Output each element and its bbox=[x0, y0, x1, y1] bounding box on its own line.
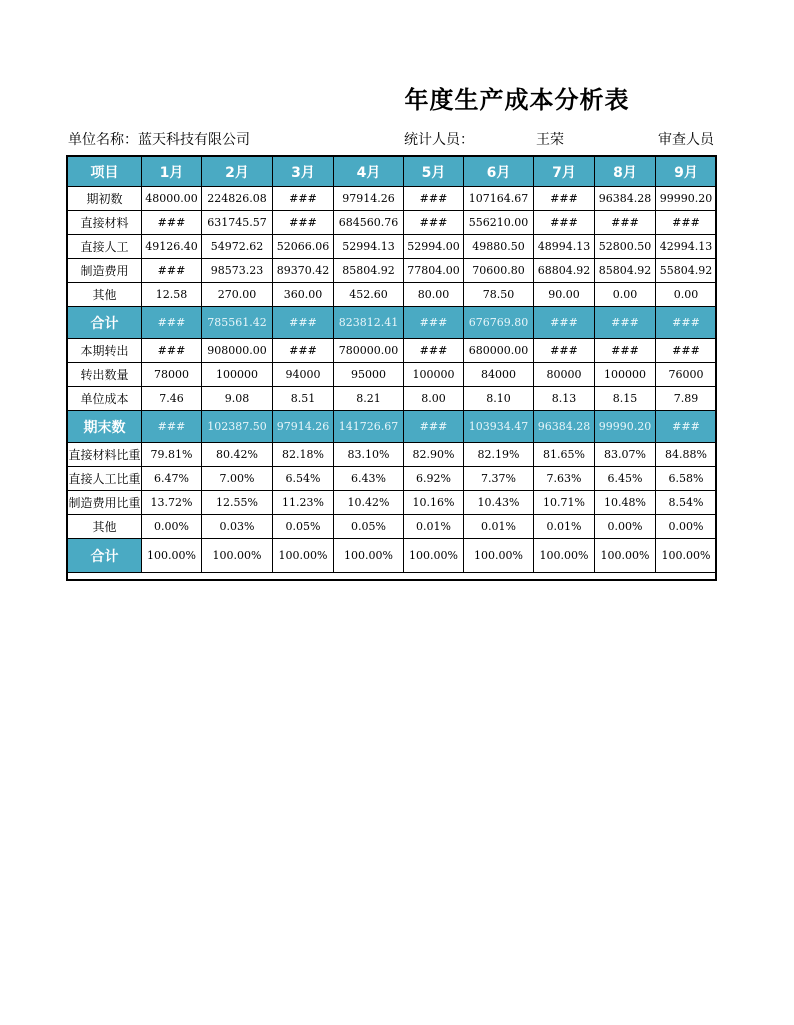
table-cell: ### bbox=[404, 211, 464, 235]
table-row bbox=[68, 539, 717, 573]
table-row bbox=[68, 235, 717, 259]
table-cell: 908000.00 bbox=[202, 339, 273, 363]
table-cell: ### bbox=[656, 211, 717, 235]
table-cell: 224826.08 bbox=[202, 187, 273, 211]
table-cell: 99990.20 bbox=[595, 411, 656, 443]
table-cell: 823812.41 bbox=[334, 307, 404, 339]
table-row bbox=[68, 411, 717, 443]
table-cell: ### bbox=[595, 211, 656, 235]
table-cell: 0.05% bbox=[334, 515, 404, 539]
header-month: 7月 bbox=[534, 157, 595, 187]
table-row bbox=[68, 283, 717, 307]
row-label: 直接人工比重 bbox=[68, 467, 142, 491]
table-cell: 96384.28 bbox=[595, 187, 656, 211]
table-cell: 7.00% bbox=[202, 467, 273, 491]
table-cell: 68804.92 bbox=[534, 259, 595, 283]
table-cell: 82.90% bbox=[404, 443, 464, 467]
table-cell: 102387.50 bbox=[202, 411, 273, 443]
table-cell: 6.54% bbox=[273, 467, 334, 491]
table-cell: 100.00% bbox=[273, 539, 334, 573]
table-cell: 7.46 bbox=[142, 387, 202, 411]
table-cell: 0.00 bbox=[656, 283, 717, 307]
table-cell: ### bbox=[142, 307, 202, 339]
table-cell: 85804.92 bbox=[595, 259, 656, 283]
table-cell: 780000.00 bbox=[334, 339, 404, 363]
table-cell: ### bbox=[656, 307, 717, 339]
header-month: 5月 bbox=[404, 157, 464, 187]
table-cell: 10.71% bbox=[534, 491, 595, 515]
table-row bbox=[68, 515, 717, 539]
table-cell: 8.51 bbox=[273, 387, 334, 411]
table-cell: ### bbox=[656, 411, 717, 443]
table-cell: 83.07% bbox=[595, 443, 656, 467]
table-cell: 82.19% bbox=[464, 443, 534, 467]
table-cell: 55804.92 bbox=[656, 259, 717, 283]
table-cell: 6.43% bbox=[334, 467, 404, 491]
table-cell: ### bbox=[534, 339, 595, 363]
table-cell: 9.08 bbox=[202, 387, 273, 411]
row-label: 直接材料比重 bbox=[68, 443, 142, 467]
row-label: 合计 bbox=[68, 539, 142, 573]
table-cell: 785561.42 bbox=[202, 307, 273, 339]
header-month: 2月 bbox=[202, 157, 273, 187]
table-cell: 85804.92 bbox=[334, 259, 404, 283]
table-cell: 52800.50 bbox=[595, 235, 656, 259]
header-month: 4月 bbox=[334, 157, 404, 187]
table-row bbox=[68, 363, 717, 387]
table-cell: ### bbox=[142, 211, 202, 235]
table-cell: ### bbox=[534, 307, 595, 339]
table-cell: ### bbox=[404, 187, 464, 211]
table-cell: 0.01% bbox=[464, 515, 534, 539]
table-cell: 80.42% bbox=[202, 443, 273, 467]
table-cell: 79.81% bbox=[142, 443, 202, 467]
table-cell: 7.89 bbox=[656, 387, 717, 411]
table-cell: 97914.26 bbox=[334, 187, 404, 211]
table-cell: 0.05% bbox=[273, 515, 334, 539]
table-cell: 107164.67 bbox=[464, 187, 534, 211]
table-cell: ### bbox=[534, 187, 595, 211]
table-cell: 54972.62 bbox=[202, 235, 273, 259]
table-cell: 141726.67 bbox=[334, 411, 404, 443]
table-cell: ### bbox=[595, 339, 656, 363]
table-cell: ### bbox=[142, 339, 202, 363]
table-cell: 8.00 bbox=[404, 387, 464, 411]
unit-name-label: 单位名称：蓝天科技有限公司 bbox=[68, 132, 250, 148]
table-cell: ### bbox=[404, 411, 464, 443]
table-cell: 7.37% bbox=[464, 467, 534, 491]
table-cell: 10.48% bbox=[595, 491, 656, 515]
table-cell: 89370.42 bbox=[273, 259, 334, 283]
table-cell: 10.42% bbox=[334, 491, 404, 515]
table-cell: ### bbox=[273, 307, 334, 339]
table-cell: 0.00 bbox=[595, 283, 656, 307]
table-cell: 100.00% bbox=[334, 539, 404, 573]
table-cell: 96384.28 bbox=[534, 411, 595, 443]
table-cell: 0.01% bbox=[534, 515, 595, 539]
table-cell: 70600.80 bbox=[464, 259, 534, 283]
table-cell: 12.55% bbox=[202, 491, 273, 515]
table-cell: 452.60 bbox=[334, 283, 404, 307]
table-cell: 49126.40 bbox=[142, 235, 202, 259]
table-cell: 100.00% bbox=[464, 539, 534, 573]
table-cell: ### bbox=[534, 211, 595, 235]
table-cell: 84000 bbox=[464, 363, 534, 387]
table-cell: ### bbox=[273, 187, 334, 211]
table-cell: 78.50 bbox=[464, 283, 534, 307]
table-cell: 684560.76 bbox=[334, 211, 404, 235]
table-cell: 8.54% bbox=[656, 491, 717, 515]
table-cell: 10.16% bbox=[404, 491, 464, 515]
table-cell: 270.00 bbox=[202, 283, 273, 307]
table-row bbox=[68, 491, 717, 515]
table-cell: ### bbox=[404, 339, 464, 363]
table-cell: 6.47% bbox=[142, 467, 202, 491]
table-row bbox=[68, 211, 717, 235]
table-cell: 52066.06 bbox=[273, 235, 334, 259]
table-cell: ### bbox=[273, 211, 334, 235]
table-cell: 0.01% bbox=[404, 515, 464, 539]
header-month: 6月 bbox=[464, 157, 534, 187]
header-month: 3月 bbox=[273, 157, 334, 187]
table-row bbox=[68, 339, 717, 363]
row-label: 其他 bbox=[68, 283, 142, 307]
table-row bbox=[68, 187, 717, 211]
table-cell: ### bbox=[404, 307, 464, 339]
table-cell: 80.00 bbox=[404, 283, 464, 307]
table-cell: 8.21 bbox=[334, 387, 404, 411]
table-cell: 100000 bbox=[202, 363, 273, 387]
stat-person-label: 统计人员： bbox=[404, 132, 474, 148]
table-cell: 0.00% bbox=[656, 515, 717, 539]
table-cell: ### bbox=[273, 339, 334, 363]
table-cell: 48000.00 bbox=[142, 187, 202, 211]
table-cell: 6.92% bbox=[404, 467, 464, 491]
row-label: 其他 bbox=[68, 515, 142, 539]
table-cell: ### bbox=[142, 259, 202, 283]
table-cell: 97914.26 bbox=[273, 411, 334, 443]
table-cell: 42994.13 bbox=[656, 235, 717, 259]
table-cell: 676769.80 bbox=[464, 307, 534, 339]
table-cell: 631745.57 bbox=[202, 211, 273, 235]
row-label: 制造费用 bbox=[68, 259, 142, 283]
table-cell: 0.00% bbox=[595, 515, 656, 539]
table-cell: 6.45% bbox=[595, 467, 656, 491]
table-cell: 0.03% bbox=[202, 515, 273, 539]
table-cell: ### bbox=[656, 339, 717, 363]
table-cell: ### bbox=[595, 307, 656, 339]
table-cell: 81.65% bbox=[534, 443, 595, 467]
stat-person-name: 王荣 bbox=[536, 132, 564, 148]
table-cell: 8.10 bbox=[464, 387, 534, 411]
table-cell: 90.00 bbox=[534, 283, 595, 307]
row-label: 直接材料 bbox=[68, 211, 142, 235]
row-label: 转出数量 bbox=[68, 363, 142, 387]
table-cell: ### bbox=[142, 411, 202, 443]
table-cell: 100.00% bbox=[404, 539, 464, 573]
row-label: 合计 bbox=[68, 307, 142, 339]
table-cell: 100.00% bbox=[595, 539, 656, 573]
header-month: 1月 bbox=[142, 157, 202, 187]
table-cell: 10.43% bbox=[464, 491, 534, 515]
table-cell: 0.00% bbox=[142, 515, 202, 539]
table-cell: 100.00% bbox=[142, 539, 202, 573]
header-month: 9月 bbox=[656, 157, 717, 187]
table-cell: 103934.47 bbox=[464, 411, 534, 443]
table-cell: 84.88% bbox=[656, 443, 717, 467]
table-cell: 100.00% bbox=[656, 539, 717, 573]
table-cell: 100000 bbox=[404, 363, 464, 387]
header-row bbox=[68, 157, 717, 187]
table-cell: 556210.00 bbox=[464, 211, 534, 235]
table-cell: 11.23% bbox=[273, 491, 334, 515]
table-cell: 76000 bbox=[656, 363, 717, 387]
table-cell: 100000 bbox=[595, 363, 656, 387]
table-cell: 6.58% bbox=[656, 467, 717, 491]
table-row bbox=[68, 259, 717, 283]
table-cell: 13.72% bbox=[142, 491, 202, 515]
table-cell: 94000 bbox=[273, 363, 334, 387]
table-cell: 83.10% bbox=[334, 443, 404, 467]
table-cell: 680000.00 bbox=[464, 339, 534, 363]
header-month: 8月 bbox=[595, 157, 656, 187]
table-cell: 78000 bbox=[142, 363, 202, 387]
table-cell: 52994.00 bbox=[404, 235, 464, 259]
table-row bbox=[68, 307, 717, 339]
table-cell: 8.13 bbox=[534, 387, 595, 411]
table-cell: 100.00% bbox=[202, 539, 273, 573]
table-row bbox=[68, 387, 717, 411]
table-cell: 48994.13 bbox=[534, 235, 595, 259]
row-label: 制造费用比重 bbox=[68, 491, 142, 515]
table-cell: 52994.13 bbox=[334, 235, 404, 259]
table-cell: 49880.50 bbox=[464, 235, 534, 259]
row-label: 本期转出 bbox=[68, 339, 142, 363]
table-cell: 12.58 bbox=[142, 283, 202, 307]
table-cell: 7.63% bbox=[534, 467, 595, 491]
row-label: 直接人工 bbox=[68, 235, 142, 259]
table-cell: 80000 bbox=[534, 363, 595, 387]
cost-analysis-table bbox=[67, 156, 717, 573]
table-cell: 360.00 bbox=[273, 283, 334, 307]
table-cell: 77804.00 bbox=[404, 259, 464, 283]
table-cell: 99990.20 bbox=[656, 187, 717, 211]
table-cell: 100.00% bbox=[534, 539, 595, 573]
review-person-label: 审查人员 bbox=[658, 132, 714, 148]
row-label: 期初数 bbox=[68, 187, 142, 211]
table-row bbox=[68, 443, 717, 467]
table-cell: 98573.23 bbox=[202, 259, 273, 283]
page-title: 年度生产成本分析表 bbox=[404, 86, 630, 114]
table-cell: 8.15 bbox=[595, 387, 656, 411]
table-cell: 82.18% bbox=[273, 443, 334, 467]
header-item: 项目 bbox=[68, 157, 142, 187]
row-label: 单位成本 bbox=[68, 387, 142, 411]
table-cell: 95000 bbox=[334, 363, 404, 387]
table-row bbox=[68, 467, 717, 491]
row-label: 期末数 bbox=[68, 411, 142, 443]
